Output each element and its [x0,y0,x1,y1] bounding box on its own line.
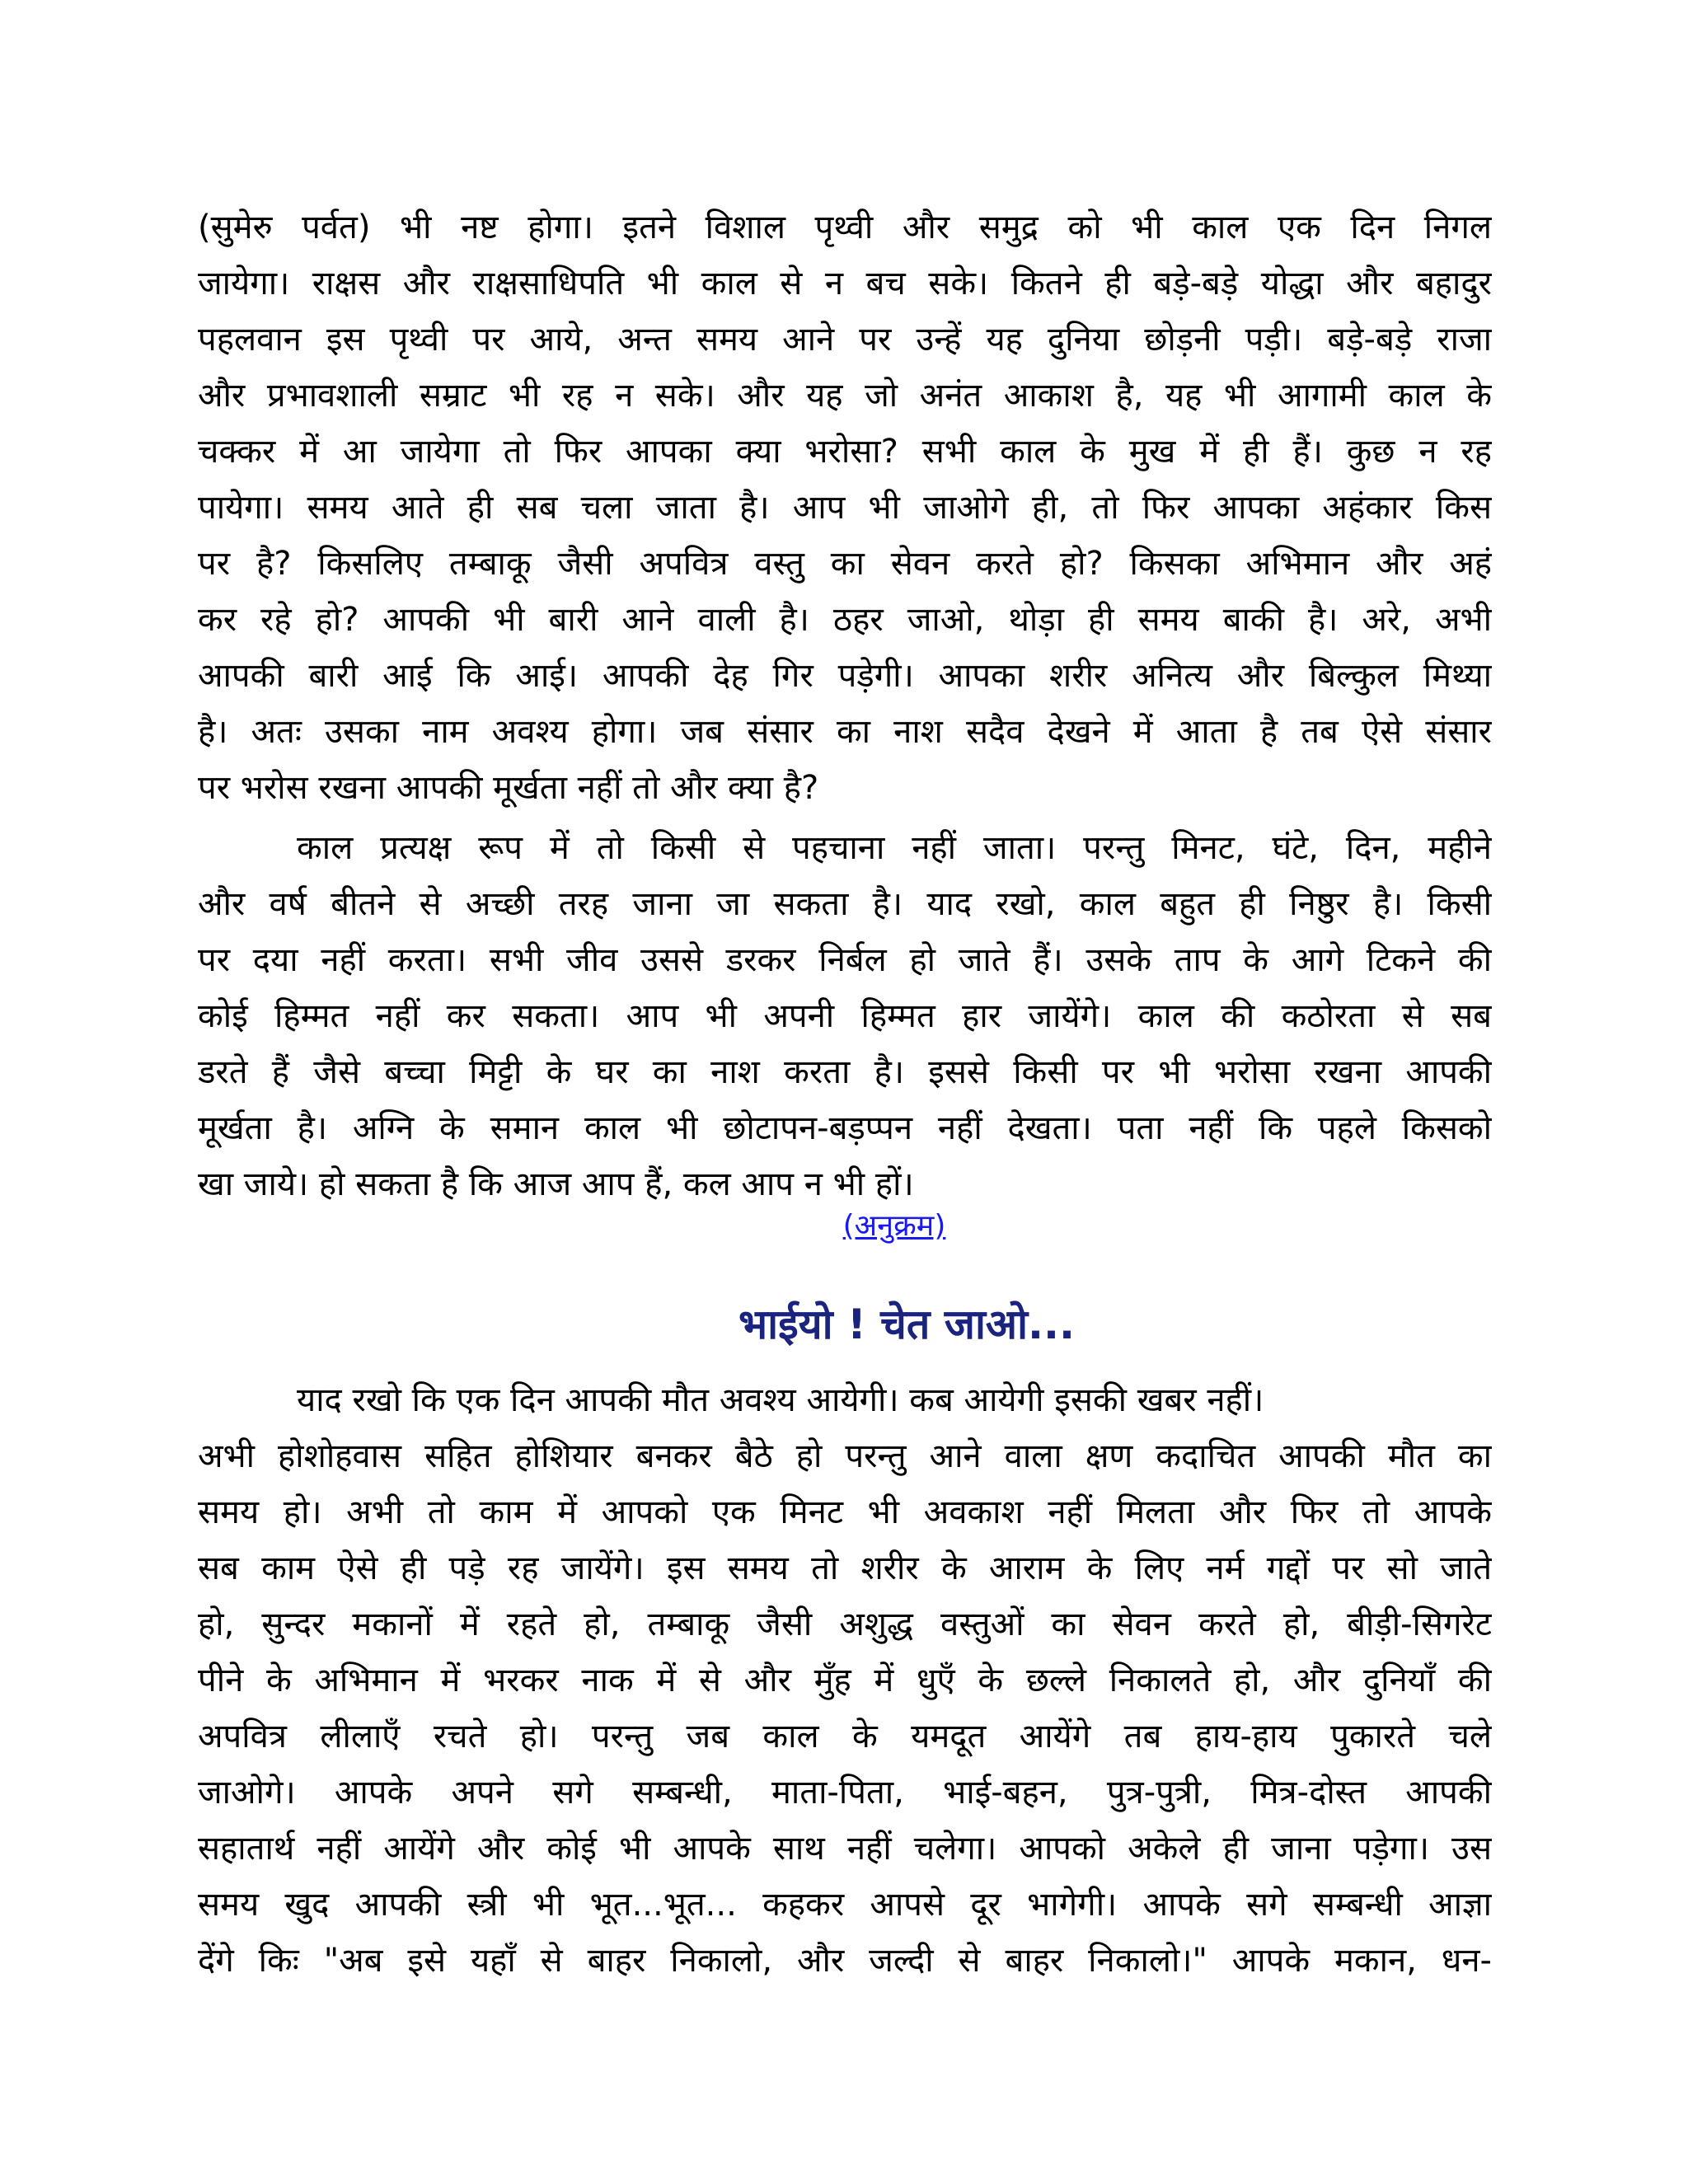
text-line: चक्कर में आ जायेगा तो फिर आपका क्या भरोसा? सभी काल के मुख में ही हैं। कुछ न रह [198,433,1492,471]
paragraph-kaal-merciless [198,820,1492,1212]
text-line: काल प्रत्यक्ष रूप में तो किसी से पहचाना नहीं जाता। परन्तु मिनट, घंटे, दिन, महीने [297,829,1492,867]
text-line: मूर्खता है। अग्नि के समान काल भी छोटापन-बड़प्पन नहीं देखता। पता नहीं कि पहले किसको [198,1109,1492,1147]
text-line: और प्रभावशाली सम्राट भी रह न सके। और यह जो अनंत आकाश है, यह भी आगामी काल के [198,377,1492,415]
text-line: समय हो। अभी तो काम में आपको एक मिनट भी अवकाश नहीं मिलता और फिर तो आपके [198,1493,1492,1531]
text-line: पहलवान इस पृथ्वी पर आये, अन्त समय आने पर उन्हें यह दुनिया छोड़नी पड़ी। बड़े-बड़े राजा [198,321,1492,359]
text-line: पर भरोस रखना आपकी मूर्खता नहीं तो और क्या है? [198,769,819,807]
text-line: पर दया नहीं करता। सभी जीव उससे डरकर निर्बल हो जाते हैं। उसके ताप के आगे टिकने की [198,941,1492,979]
text-line: देंगे किः "अब इसे यहाँ से बाहर निकालो, और जल्दी से बाहर निकालो।" आपके मकान, धन- [198,1942,1492,1980]
text-line: हो, सुन्दर मकानों में रहते हो, तम्बाकू जैसी अशुद्ध वस्तुओं का सेवन करते हो, बीड़ी-सिगरेट [198,1605,1492,1643]
section-heading: भाईयो ! चेत जाओ... [738,1301,1076,1348]
text-line: जाओगे। आपके अपने सगे सम्बन्धी, माता-पिता, भाई-बहन, पुत्र-पुत्री, मित्र-दोस्त आपकी [198,1774,1492,1811]
text-line: समय खुद आपकी स्त्री भी भूत...भूत... कहकर आपसे दूर भागेगी। आपके सगे सम्बन्धी आज्ञा [198,1886,1492,1924]
text-line: अभी होशोहवास सहित होशियार बनकर बैठे हो परन्तु आने वाला क्षण कदाचित आपकी मौत का [198,1437,1492,1475]
text-line: आपकी बारी आई कि आई। आपकी देह गिर पड़ेगी। आपका शरीर अनित्य और बिल्कुल मिथ्या [198,657,1492,695]
table-of-contents-link[interactable]: (अनुक्रम) [842,1209,946,1243]
text-line: कर रहे हो? आपकी भी बारी आने वाली है। ठहर जाओ, थोड़ा ही समय बाकी है। अरे, अभी [198,601,1492,639]
text-line: याद रखो कि एक दिन आपकी मौत अवश्य आयेगी। कब आयेगी इसकी खबर नहीं। [297,1381,1264,1419]
text-line: पायेगा। समय आते ही सब चला जाता है। आप भी जाओगे ही, तो फिर आपका अहंकार किस [198,489,1492,527]
text-line: है। अतः उसका नाम अवश्य होगा। जब संसार का नाश सदैव देखने में आता है तब ऐसे संसार [198,713,1492,751]
paragraph-kaal-destruction [198,199,1492,816]
text-line: डरते हैं जैसे बच्चा मिट्टी के घर का नाश करता है। इससे किसी पर भी भरोसा रखना आपकी [198,1053,1492,1091]
text-line: कोई हिम्मत नहीं कर सकता। आप भी अपनी हिम्मत हार जायेंगे। काल की कठोरता से सब [198,997,1492,1035]
text-line: और वर्ष बीतने से अच्छी तरह जाना जा सकता है। याद रखो, काल बहुत ही निष्ठुर है। किसी [198,885,1492,923]
text-line: जायेगा। राक्षस और राक्षसाधिपति भी काल से न बच सके। कितने ही बड़े-बड़े योद्धा और बहादुर [198,265,1492,302]
text-line: अपवित्र लीलाएँ रचते हो। परन्तु जब काल के यमदूत आयेंगे तब हाय-हाय पुकारते चले [198,1718,1492,1755]
text-line: (सुमेरु पर्वत) भी नष्ट होगा। इतने विशाल पृथ्वी और समुद्र को भी काल एक दिन निगल [198,209,1492,246]
text-line: खा जाये। हो सकता है कि आज आप हैं, कल आप न भी हों। [198,1165,914,1203]
paragraph-death-warning [198,1372,1492,1989]
text-line: सहातार्थ नहीं आयेंगे और कोई भी आपके साथ नहीं चलेगा। आपको अकेले ही जाना पड़ेगा। उस [198,1830,1492,1868]
text-line: पीने के अभिमान में भरकर नाक में से और मुँह में धुएँ के छल्ले निकालते हो, और दुनियाँ की [198,1661,1492,1699]
text-line: पर है? किसलिए तम्बाकू जैसी अपवित्र वस्तु का सेवन करते हो? किसका अभिमान और अहं [198,545,1492,583]
text-line: सब काम ऐसे ही पड़े रह जायेंगे। इस समय तो शरीर के आराम के लिए नर्म गद्दों पर सो जाते [198,1549,1492,1587]
